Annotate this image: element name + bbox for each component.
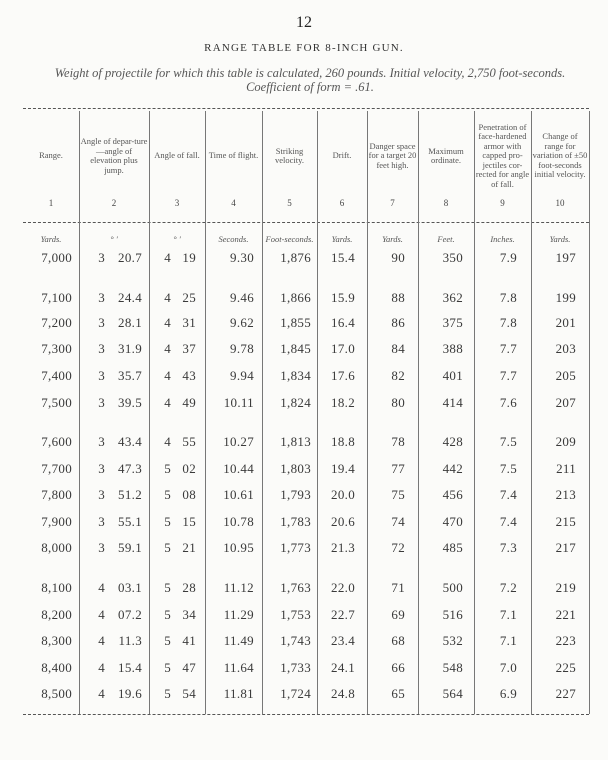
table-cell-danger: 82	[391, 368, 405, 383]
table-cell-drift: 20.6	[331, 514, 355, 529]
table-cell-velocity: 1,793	[280, 487, 311, 502]
table-cell-time: 11.29	[223, 607, 254, 622]
table-cell-dep-deg: 3	[98, 540, 105, 555]
table-cell-fall-min: 43	[182, 368, 196, 383]
table-cell-penetration: 7.7	[499, 341, 517, 356]
table-cell-dep-deg: 3	[98, 395, 105, 410]
column-number: 4	[231, 198, 236, 208]
table-cell-time: 9.46	[230, 290, 254, 305]
table-cell-fall-min: 55	[182, 434, 196, 449]
table-cell-fall-deg: 5	[164, 686, 171, 701]
table-cell-danger: 65	[391, 686, 405, 701]
column-header: Angle of depar-ture—angle of elevation plus jump.	[80, 136, 148, 175]
table-cell-range: 8,500	[41, 686, 72, 701]
table-cell-time: 10.78	[223, 514, 254, 529]
table-cell-fall-deg: 4	[164, 341, 171, 356]
table-cell-danger: 72	[391, 540, 405, 555]
table-cell-fall-min: 47	[182, 660, 196, 675]
table-cell-penetration: 7.7	[499, 368, 517, 383]
table-cell-change: 209	[555, 434, 576, 449]
table-cell-danger: 86	[391, 315, 405, 330]
table-cell-fall-min: 54	[182, 686, 196, 701]
column-number: 1	[48, 198, 54, 208]
table-cell-time: 10.27	[223, 434, 254, 449]
table-cell-penetration: 7.5	[499, 434, 517, 449]
table-cell-fall-deg: 4	[164, 434, 171, 449]
table-cell-fall-min: 28	[182, 580, 196, 595]
table-cell-time: 9.30	[230, 250, 254, 265]
table-cell-ordinate: 350	[442, 250, 463, 265]
table-cell-danger: 71	[391, 580, 405, 595]
table-cell-fall-deg: 5	[164, 633, 171, 648]
table-cell-danger: 74	[391, 514, 405, 529]
table-cell-fall-deg: 4	[164, 315, 171, 330]
table-cell-danger: 77	[391, 461, 405, 476]
table-cell-drift: 16.4	[331, 315, 355, 330]
table-cell-drift: 15.9	[331, 290, 355, 305]
table-cell-fall-min: 02	[182, 461, 196, 476]
table-cell-dep-deg: 3	[98, 315, 105, 330]
table-cell-drift: 20.0	[331, 487, 355, 502]
table-cell-penetration: 7.0	[499, 660, 517, 675]
column-unit: Yards.	[40, 234, 62, 244]
column-unit: Seconds.	[218, 234, 249, 244]
table-cell-velocity: 1,783	[280, 514, 311, 529]
table-cell-danger: 68	[391, 633, 405, 648]
column-number: 9	[500, 198, 505, 208]
table-cell-time: 9.78	[230, 341, 254, 356]
table-cell-dep-min: 24.4	[118, 290, 142, 305]
table-cell-time: 9.62	[230, 315, 254, 330]
table-cell-range: 7,800	[41, 487, 72, 502]
table-cell-ordinate: 388	[442, 341, 463, 356]
table-cell-velocity: 1,834	[280, 368, 311, 383]
table-cell-dep-deg: 3	[98, 368, 105, 383]
table-cell-dep-min: 20.7	[118, 250, 142, 265]
table-cell-dep-deg: 4	[98, 607, 105, 622]
table-cell-dep-deg: 3	[98, 514, 105, 529]
table-cell-time: 10.61	[223, 487, 254, 502]
table-cell-velocity: 1,866	[280, 290, 311, 305]
column-unit: Feet.	[437, 234, 455, 244]
table-cell-range: 8,000	[41, 540, 72, 555]
table-cell-dep-deg: 3	[98, 250, 105, 265]
table-cell-penetration: 7.4	[499, 514, 517, 529]
table-cell-time: 10.11	[223, 395, 254, 410]
table-cell-velocity: 1,855	[280, 315, 311, 330]
table-cell-range: 7,200	[41, 315, 72, 330]
table-cell-fall-deg: 4	[164, 290, 171, 305]
column-unit: Yards.	[382, 234, 403, 244]
table-cell-change: 199	[555, 290, 576, 305]
page-number: 12	[296, 14, 312, 31]
column-unit: Yards.	[331, 234, 353, 244]
column-header: Striking velocity.	[275, 145, 304, 165]
column-header: Angle of fall.	[154, 150, 200, 161]
table-cell-penetration: 6.9	[499, 686, 517, 701]
table-cell-range: 8,300	[41, 633, 72, 648]
table-cell-fall-min: 41	[182, 633, 196, 648]
table-cell-ordinate: 401	[442, 368, 463, 383]
table-cell-ordinate: 414	[442, 395, 463, 410]
column-number: 7	[390, 198, 395, 208]
table-cell-dep-min: 03.1	[118, 580, 142, 595]
table-cell-fall-min: 49	[182, 395, 196, 410]
table-cell-dep-deg: 4	[98, 660, 105, 675]
table-cell-danger: 78	[391, 434, 405, 449]
column-unit: Yards.	[549, 234, 571, 244]
table-cell-dep-deg: 4	[98, 580, 105, 595]
table-cell-dep-min: 35.7	[118, 368, 142, 383]
table-cell-danger: 69	[391, 607, 405, 622]
table-cell-drift: 15.4	[331, 250, 355, 265]
table-cell-fall-min: 34	[182, 607, 196, 622]
table-top-rule	[23, 108, 589, 109]
table-cell-change: 197	[555, 250, 576, 265]
table-cell-time: 10.95	[223, 540, 254, 555]
column-number: 10	[555, 198, 565, 208]
table-cell-dep-deg: 4	[98, 633, 105, 648]
column-divider	[589, 111, 590, 714]
table-cell-dep-min: 59.1	[118, 540, 142, 555]
table-cell-velocity: 1,733	[280, 660, 311, 675]
table-cell-change: 213	[555, 487, 576, 502]
table-cell-fall-min: 37	[182, 341, 196, 356]
column-number: 3	[174, 198, 180, 208]
table-cell-ordinate: 456	[442, 487, 463, 502]
table-cell-dep-min: 15.4	[118, 660, 142, 675]
table-cell-time: 10.44	[223, 461, 254, 476]
table-cell-fall-min: 19	[182, 250, 196, 265]
table-cell-fall-deg: 5	[164, 660, 171, 675]
table-cell-fall-deg: 5	[164, 580, 171, 595]
table-cell-ordinate: 375	[442, 315, 463, 330]
table-cell-fall-min: 21	[182, 540, 196, 555]
table-cell-change: 221	[555, 607, 576, 622]
table-cell-drift: 21.3	[331, 540, 355, 555]
table-cell-drift: 19.4	[331, 461, 355, 476]
column-header: Maximum ordinate.	[428, 145, 464, 165]
table-cell-time: 11.64	[223, 660, 254, 675]
table-cell-ordinate: 442	[442, 461, 463, 476]
table-cell-penetration: 7.5	[499, 461, 517, 476]
table-cell-danger: 75	[391, 487, 405, 502]
table-cell-range: 7,400	[41, 368, 72, 383]
table-cell-velocity: 1,813	[280, 434, 311, 449]
table-cell-ordinate: 362	[442, 290, 463, 305]
table-cell-velocity: 1,724	[280, 686, 311, 701]
table-cell-danger: 66	[391, 660, 405, 675]
table-cell-ordinate: 564	[442, 686, 463, 701]
column-unit: ° ′	[110, 234, 118, 244]
table-cell-velocity: 1,803	[280, 461, 311, 476]
table-cell-range: 8,100	[41, 580, 72, 595]
table-cell-dep-min: 47.3	[118, 461, 142, 476]
table-cell-velocity: 1,753	[280, 607, 311, 622]
table-cell-fall-deg: 5	[164, 514, 171, 529]
table-cell-dep-deg: 3	[98, 434, 105, 449]
table-cell-range: 8,400	[41, 660, 72, 675]
table-cell-penetration: 7.3	[499, 540, 517, 555]
column-header: Change of range for variation of ±50 foot-seconds initial velocity.	[532, 131, 588, 180]
table-cell-time: 9.94	[230, 368, 254, 383]
table-cell-ordinate: 532	[442, 633, 463, 648]
table-cell-change: 207	[555, 395, 576, 410]
table-cell-penetration: 7.4	[499, 487, 517, 502]
table-cell-ordinate: 500	[442, 580, 463, 595]
table-cell-ordinate: 548	[442, 660, 463, 675]
table-cell-drift: 24.1	[331, 660, 355, 675]
table-cell-range: 7,300	[41, 341, 72, 356]
table-cell-dep-deg: 3	[98, 290, 105, 305]
table-cell-danger: 84	[391, 341, 405, 356]
table-cell-penetration: 7.2	[499, 580, 517, 595]
column-number: 5	[287, 198, 292, 208]
table-cell-drift: 22.7	[331, 607, 355, 622]
table-cell-dep-min: 19.6	[118, 686, 142, 701]
table-cell-danger: 88	[391, 290, 405, 305]
table-cell-dep-min: 31.9	[118, 341, 142, 356]
table-cell-dep-min: 11.3	[118, 633, 142, 648]
table-cell-drift: 17.0	[331, 341, 355, 356]
table-cell-dep-deg: 4	[98, 686, 105, 701]
table-cell-penetration: 7.9	[499, 250, 517, 265]
table-cell-range: 7,000	[41, 250, 72, 265]
table-cell-range: 7,100	[41, 290, 72, 305]
table-cell-danger: 80	[391, 395, 405, 410]
table-cell-change: 215	[555, 514, 576, 529]
column-header: Range.	[39, 150, 63, 161]
column-header: Time of flight.	[208, 150, 259, 161]
table-cell-ordinate: 516	[442, 607, 463, 622]
table-cell-range: 8,200	[41, 607, 72, 622]
table-cell-change: 205	[555, 368, 576, 383]
table-cell-range: 7,500	[41, 395, 72, 410]
column-header: Drift.	[332, 150, 352, 161]
table-cell-drift: 18.8	[331, 434, 355, 449]
table-cell-velocity: 1,876	[280, 250, 311, 265]
table-cell-ordinate: 428	[442, 434, 463, 449]
table-cell-change: 227	[555, 686, 576, 701]
table-cell-change: 211	[556, 461, 576, 476]
column-header: Penetration of face-hardened armor with capped pro-jectiles cor-rected for angle of fall.	[475, 121, 530, 189]
table-cell-ordinate: 470	[442, 514, 463, 529]
table-cell-dep-deg: 3	[98, 341, 105, 356]
table-cell-fall-min: 08	[182, 487, 196, 502]
table-cell-change: 203	[555, 341, 576, 356]
table-cell-dep-min: 55.1	[118, 514, 142, 529]
table-cell-penetration: 7.6	[499, 395, 517, 410]
table-cell-velocity: 1,773	[280, 540, 311, 555]
header-separator-rule	[23, 222, 589, 223]
table-cell-fall-min: 15	[182, 514, 196, 529]
table-cell-change: 219	[555, 580, 576, 595]
table-cell-dep-deg: 3	[98, 487, 105, 502]
column-unit: ° ′	[173, 234, 181, 244]
table-cell-dep-min: 07.2	[118, 607, 142, 622]
table-cell-time: 11.49	[223, 633, 254, 648]
table-cell-fall-deg: 4	[164, 395, 171, 410]
table-cell-change: 217	[555, 540, 576, 555]
table-cell-dep-min: 43.4	[118, 434, 142, 449]
table-cell-fall-deg: 4	[164, 368, 171, 383]
table-cell-range: 7,700	[41, 461, 72, 476]
table-cell-dep-min: 28.1	[118, 315, 142, 330]
table-cell-dep-deg: 3	[98, 461, 105, 476]
table-cell-penetration: 7.8	[499, 290, 517, 305]
table-cell-ordinate: 485	[442, 540, 463, 555]
table-cell-time: 11.81	[223, 686, 254, 701]
table-cell-drift: 23.4	[331, 633, 355, 648]
table-cell-velocity: 1,824	[280, 395, 311, 410]
table-cell-penetration: 7.1	[499, 607, 517, 622]
column-number: 6	[339, 198, 345, 208]
column-unit: Inches.	[490, 234, 515, 244]
column-number: 8	[443, 198, 449, 208]
table-cell-fall-min: 31	[182, 315, 196, 330]
table-subtitle: Weight of projectile for which this table is calculated, 260 pounds. Initial velocity, 2,750 foot-seconds. Coefficient of form = .61.	[54, 66, 566, 94]
column-number: 2	[111, 198, 117, 208]
column-header: Danger space for a target 20 feet high.	[368, 140, 417, 170]
table-cell-dep-min: 39.5	[118, 395, 142, 410]
table-cell-time: 11.12	[223, 580, 254, 595]
table-cell-drift: 22.0	[331, 580, 355, 595]
table-cell-velocity: 1,845	[280, 341, 311, 356]
table-cell-velocity: 1,743	[280, 633, 311, 648]
table-cell-fall-deg: 4	[164, 250, 171, 265]
table-cell-range: 7,600	[41, 434, 72, 449]
table-cell-fall-deg: 5	[164, 540, 171, 555]
table-cell-penetration: 7.8	[499, 315, 517, 330]
table-cell-fall-deg: 5	[164, 461, 171, 476]
column-unit: Foot-seconds.	[265, 234, 314, 244]
table-cell-penetration: 7.1	[499, 633, 517, 648]
table-cell-dep-min: 51.2	[118, 487, 142, 502]
table-title: RANGE TABLE FOR 8-INCH GUN.	[204, 42, 404, 54]
table-cell-drift: 24.8	[331, 686, 355, 701]
table-cell-fall-deg: 5	[164, 607, 171, 622]
table-cell-danger: 90	[391, 250, 405, 265]
table-cell-change: 225	[555, 660, 576, 675]
table-cell-drift: 17.6	[331, 368, 355, 383]
table-cell-change: 201	[555, 315, 576, 330]
table-cell-range: 7,900	[41, 514, 72, 529]
table-bottom-rule	[23, 714, 589, 715]
table-cell-drift: 18.2	[331, 395, 355, 410]
table-cell-change: 223	[555, 633, 576, 648]
table-cell-velocity: 1,763	[280, 580, 311, 595]
table-cell-fall-deg: 5	[164, 487, 171, 502]
table-cell-fall-min: 25	[182, 290, 196, 305]
